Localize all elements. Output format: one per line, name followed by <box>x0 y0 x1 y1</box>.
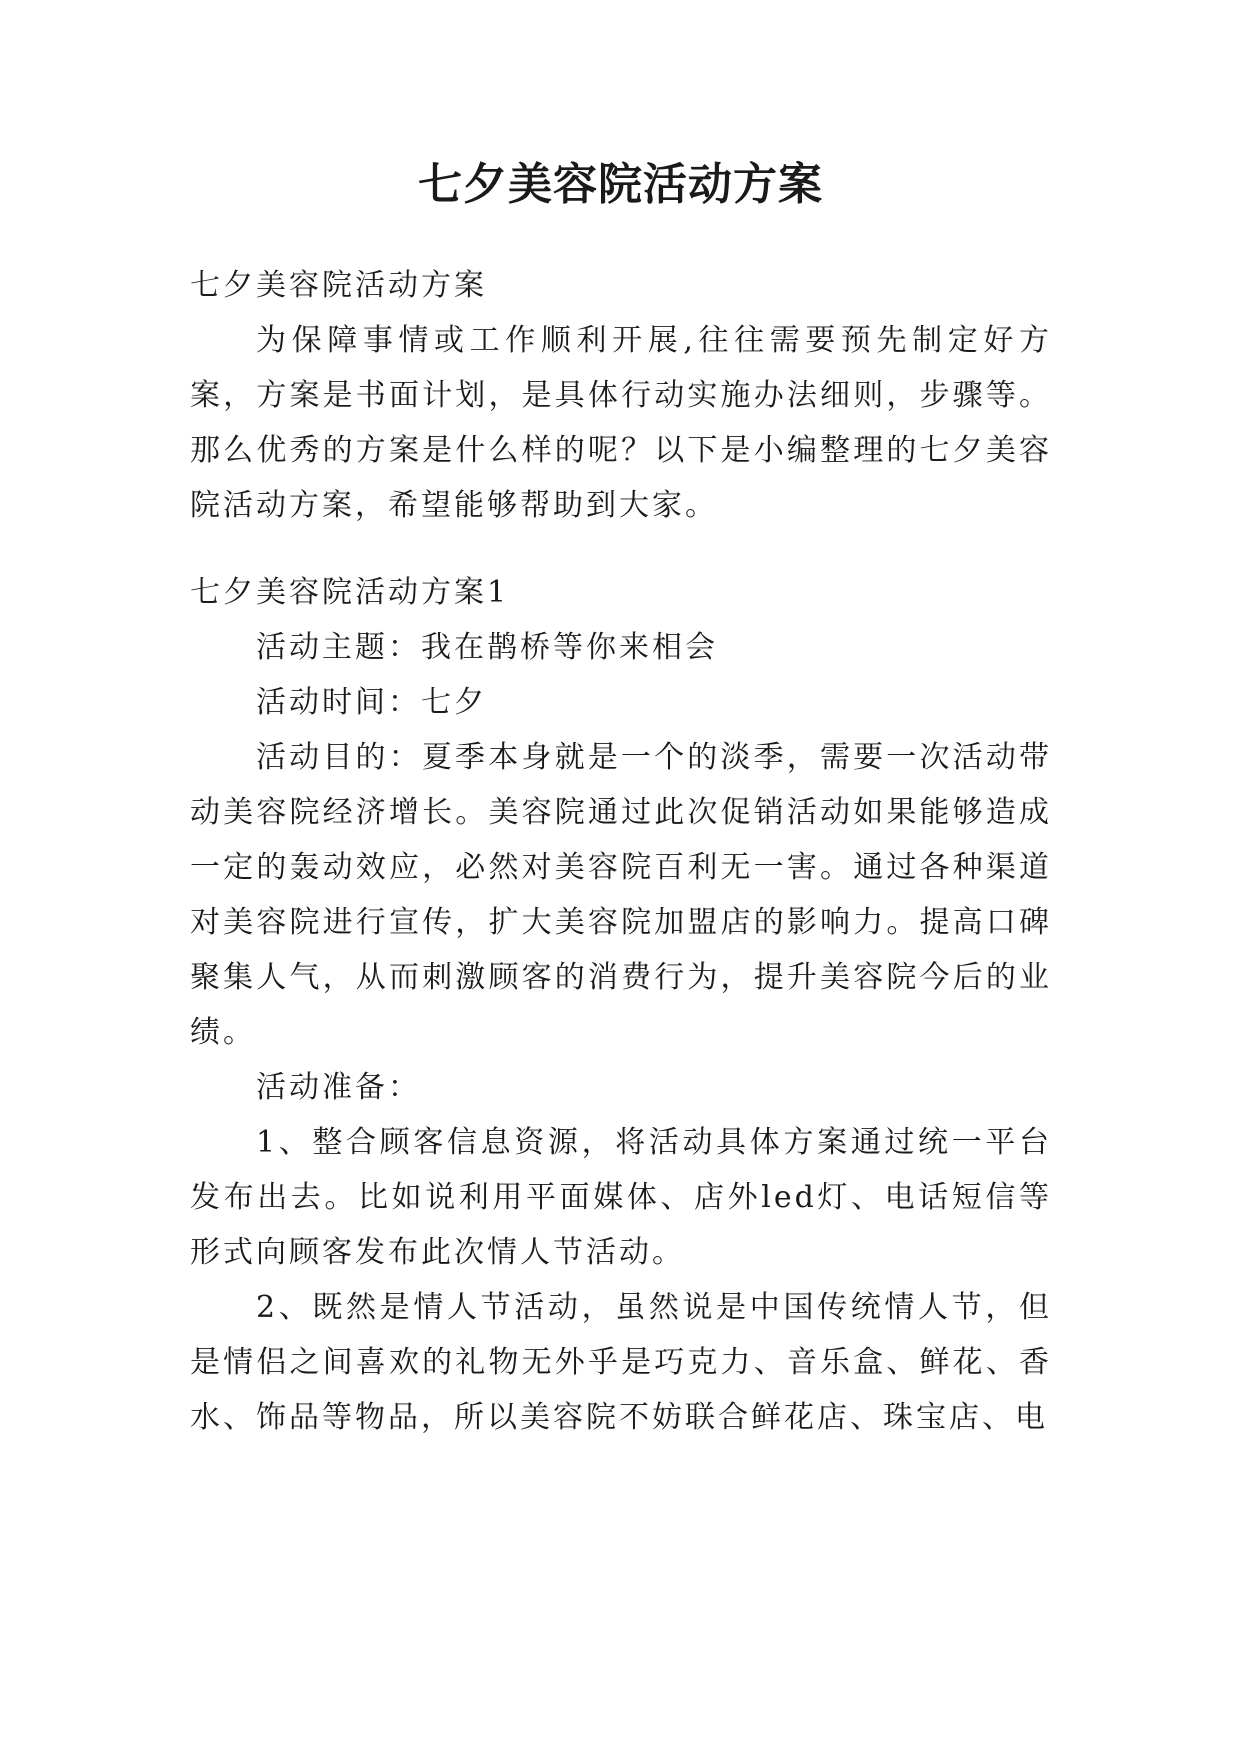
intro-paragraph: 为保障事情或工作顺利开展,往往需要预先制定好方案，方案是书面计划，是具体行动实施办法细则，步骤等。那么优秀的方案是什么样的呢？以下是小编整理的七夕美容院活动方案，希望能够帮助到大家。 <box>190 323 1052 523</box>
activity-theme: 活动主题：我在鹊桥等你来相会 <box>256 630 718 665</box>
section1-block <box>190 565 1052 1445</box>
section1-heading: 七夕美容院活动方案1 <box>190 575 510 610</box>
document-title: 七夕美容院活动方案 <box>418 159 823 210</box>
preparation-item-2: 2、既然是情人节活动，虽然说是中国传统情人节，但是情侣之间喜欢的礼物无外乎是巧克力、音乐盒、鲜花、香水、饰品等物品，所以美容院不妨联合鲜花店、珠宝店、电 <box>190 1290 1052 1435</box>
activity-purpose: 活动目的：夏季本身就是一个的淡季，需要一次活动带动美容院经济增长。美容院通过此次促销活动如果能够造成一定的轰动效应，必然对美容院百利无一害。通过各种渠道对美容院进行宣传，扩大美容院加盟店的影响力。提高口碑聚集人气，从而刺激顾客的消费行为，提升美容院今后的业绩。 <box>190 740 1052 1050</box>
intro-heading: 七夕美容院活动方案 <box>190 268 487 303</box>
intro-block <box>190 258 1052 533</box>
preparation-item-1: 1、整合顾客信息资源，将活动具体方案通过统一平台发布出去。比如说利用平面媒体、店外led灯、电话短信等形式向顾客发布此次情人节活动。 <box>190 1125 1052 1270</box>
activity-time: 活动时间：七夕 <box>256 685 487 720</box>
activity-preparation-label: 活动准备： <box>256 1070 421 1105</box>
